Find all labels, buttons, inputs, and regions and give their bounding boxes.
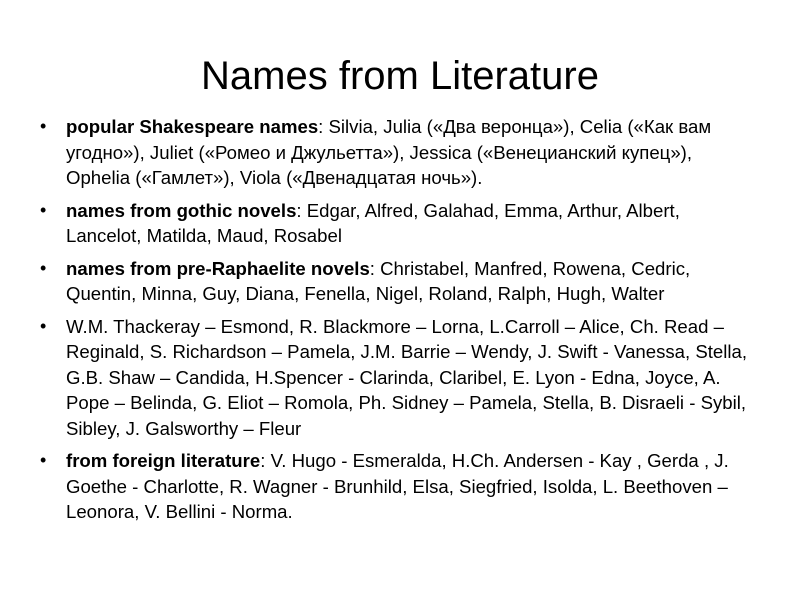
- bullet-marker-icon: •: [40, 450, 47, 470]
- bullet-lead: names from pre-Raphaelite novels: [66, 257, 370, 279]
- bullet-item-foreign: [40, 448, 750, 525]
- bullet-marker-icon: •: [40, 315, 47, 336]
- bullet-marker-icon: •: [40, 199, 47, 220]
- bullet-item-authors: [40, 314, 750, 442]
- bullet-marker-icon: •: [40, 257, 47, 278]
- bullet-text: : V. Hugo - Esmeralda, H.Ch. Andersen - Kay , Gerda , J. Goethe - Charlotte, R. Wagner - Brunhild, Elsa, Siegfried, Isolda, L. Beethoven – Leonora, V. Bellini - Norma.: [66, 450, 729, 522]
- bullet-text: : Christabel, Manfred, Rowena, Cedric, Quentin, Minna, Guy, Diana, Fenella, Nigel, Roland, Ralph, Hugh, Walter: [66, 257, 691, 304]
- bullet-list: [40, 114, 750, 532]
- bullet-lead: popular Shakespeare names: [66, 116, 319, 137]
- bullet-text: : Edgar, Alfred, Galahad, Emma, Arthur, Albert, Lancelot, Matilda, Maud, Rosabel: [66, 199, 680, 246]
- slide-title: Names from Literature: [201, 54, 599, 98]
- bullet-marker-icon: •: [40, 116, 47, 136]
- bullet-text: W.M. Thackeray – Esmond, R. Blackmore – Lorna, L.Carroll – Alice, Ch. Read – Reginald, S. Richardson – Pamela, J.M. Barrie – Wendy, J. Swift - Vanessa, Stella, G.B. Shaw – Candida, H.Spencer - Clarinda, Claribel, E. Lyon - Edna, Joyce, A. Pope – Belinda, G. Eliot – Romola, Ph. Sidney – Pamela, Stella, B. Disraeli - Sybil, Sibley, J. Galsworthy – Fleur: [66, 315, 748, 439]
- bullet-item-shakespeare: [40, 114, 750, 191]
- bullet-item-pre-raphaelite: [40, 256, 750, 307]
- bullet-item-gothic: [40, 198, 750, 249]
- bullet-text: : Silvia, Julia («Два веронца»), Celia («Как вам угодно»), Juliet («Ромео и Джульетта»), Jessica («Венецианский купец»), Ophelia («Гамлет»), Viola («Двенадцатая ночь»).: [66, 116, 712, 188]
- bullet-lead: names from gothic novels: [66, 199, 297, 221]
- bullet-lead: from foreign literature: [66, 450, 261, 471]
